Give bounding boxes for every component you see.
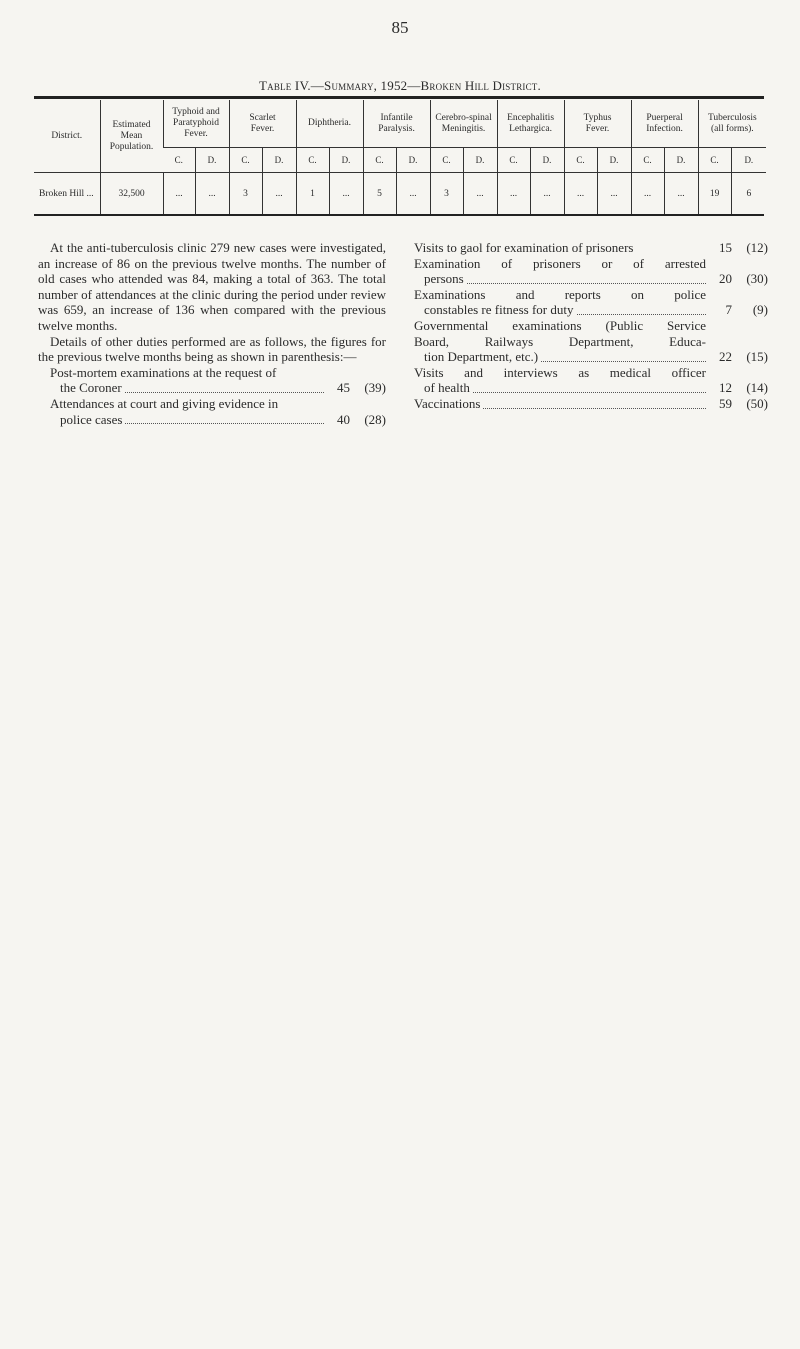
page-number: 85 xyxy=(391,18,409,37)
duty-label-text: of health xyxy=(424,380,473,395)
duty-count: 15 xyxy=(719,240,732,255)
disease-header: Scarlet Fever. xyxy=(229,100,296,148)
deaths-subheader: D. xyxy=(195,148,229,173)
duty-count: 12 xyxy=(719,380,732,396)
deaths-subheader: D. xyxy=(329,148,363,173)
table-cell: ... xyxy=(530,173,564,216)
right-duties-list xyxy=(414,240,768,412)
cases-subheader: C. xyxy=(564,148,597,173)
table-cell: ... xyxy=(396,173,430,216)
duty-entry xyxy=(38,412,386,428)
duty-label-text: police cases xyxy=(60,412,125,427)
duty-label xyxy=(424,302,706,318)
summary-table xyxy=(34,100,766,215)
duty-item-line: Governmental examinations (Public Service xyxy=(414,317,706,333)
duty-item xyxy=(38,396,386,427)
clinic-paragraph: At the anti-tuberculosis clinic 279 new cases were investigated, an increase of 86 on the previous twelve months. The number of old cases who attended was 84, making a total of 363. The total number of attendances at the clinic during the period under review was 659, an increase of 136 when compared with the previous twelve months. xyxy=(38,240,386,333)
duty-previous-count: (12) xyxy=(746,240,768,255)
duty-previous-count: (39) xyxy=(364,380,386,396)
duty-label-text: persons xyxy=(424,271,467,286)
duty-item-line: Visits and interviews as medical officer xyxy=(414,364,706,380)
duty-count: 7 xyxy=(725,302,732,318)
population-cell: 32,500 xyxy=(100,173,163,216)
left-column xyxy=(38,240,386,427)
duty-entry xyxy=(414,240,768,256)
table-cell: 5 xyxy=(363,173,396,216)
duty-count: 40 xyxy=(337,411,350,427)
table-title: Table IV.—Summary, 1952—Broken Hill District. xyxy=(259,78,541,93)
cases-subheader: C. xyxy=(698,148,731,173)
disease-header: Encephalitis Lethargica. xyxy=(497,100,564,148)
table-cell: ... xyxy=(163,173,195,216)
duty-label xyxy=(424,380,706,396)
duty-item xyxy=(414,287,768,318)
table-cell: ... xyxy=(497,173,530,216)
table-cell: 3 xyxy=(430,173,463,216)
duty-label-text: tion Department, etc.) xyxy=(424,349,541,364)
deaths-subheader: D. xyxy=(664,148,698,173)
table-cell: ... xyxy=(597,173,631,216)
duty-previous-count: (9) xyxy=(752,302,768,318)
deaths-subheader: D. xyxy=(463,148,497,173)
duty-label-text: constables re fitness for duty xyxy=(424,302,576,317)
duty-item xyxy=(414,240,768,256)
disease-header: Puerperal Infection. xyxy=(631,100,698,148)
duty-item xyxy=(414,318,768,365)
table-cell: ... xyxy=(195,173,229,216)
duty-item-line: Examination of prisoners or of arrested xyxy=(414,255,706,271)
deaths-subheader: D. xyxy=(530,148,564,173)
duty-previous-count: (30) xyxy=(746,271,768,287)
table-bottom-rule xyxy=(34,214,764,216)
duty-entry xyxy=(38,380,386,396)
disease-header: Infantile Paralysis. xyxy=(363,100,430,148)
duty-item-line: Examinations and reports on police xyxy=(414,286,706,302)
disease-header: Cerebro-spinal Meningitis. xyxy=(430,100,497,148)
disease-header: Tuberculosis (all forms). xyxy=(698,100,766,148)
deaths-subheader: D. xyxy=(597,148,631,173)
cases-subheader: C. xyxy=(229,148,262,173)
district-cell: Broken Hill ... xyxy=(34,173,100,216)
table-cell: 6 xyxy=(731,173,766,216)
deaths-subheader: D. xyxy=(731,148,766,173)
duties-paragraph: Details of other duties performed are as follows, the figures for the previous twelve months being as shown in parenthesis:— xyxy=(38,333,386,365)
duty-count: 59 xyxy=(719,395,732,411)
duty-previous-count: (14) xyxy=(746,380,768,396)
duty-item xyxy=(414,365,768,396)
duty-label: Visits to gaol for examination of prisoners xyxy=(414,240,634,255)
table-cell: ... xyxy=(631,173,664,216)
duty-label xyxy=(60,380,324,396)
cases-subheader: C. xyxy=(430,148,463,173)
duty-label-text: the Coroner xyxy=(60,380,125,395)
duty-previous-count: (50) xyxy=(746,395,768,411)
left-duties-list xyxy=(38,365,386,427)
table-cell: 1 xyxy=(296,173,329,216)
duty-entry xyxy=(414,396,768,412)
duty-label xyxy=(424,349,706,365)
duty-label xyxy=(60,412,324,428)
cases-subheader: C. xyxy=(631,148,664,173)
table-row xyxy=(34,173,766,216)
duty-previous-count: (28) xyxy=(364,411,386,427)
duty-item xyxy=(414,396,768,412)
duty-count: 45 xyxy=(337,380,350,396)
table-cell: ... xyxy=(463,173,497,216)
disease-header: Typhoid and Paratyphoid Fever. xyxy=(163,100,229,148)
cases-subheader: C. xyxy=(497,148,530,173)
cases-subheader: C. xyxy=(296,148,329,173)
disease-header: Diphtheria. xyxy=(296,100,363,148)
table-cell: ... xyxy=(664,173,698,216)
duty-label-text: Vaccinations xyxy=(414,396,483,411)
duty-count: 20 xyxy=(719,271,732,287)
duty-label xyxy=(414,396,706,412)
cases-subheader: C. xyxy=(163,148,195,173)
table-cell: ... xyxy=(329,173,363,216)
duty-entry xyxy=(414,349,768,365)
deaths-subheader: D. xyxy=(262,148,296,173)
duty-item-line: Board, Railways Department, Educa- xyxy=(414,333,706,349)
deaths-subheader: D. xyxy=(396,148,430,173)
header-row xyxy=(34,100,766,148)
table-top-rule xyxy=(34,96,764,99)
table-cell: ... xyxy=(564,173,597,216)
cases-subheader: C. xyxy=(363,148,396,173)
duty-item-first-line: Post-mortem examinations at the request of xyxy=(50,364,277,380)
duty-item-first-line: Attendances at court and giving evidence in xyxy=(50,395,279,411)
duty-item xyxy=(38,365,386,396)
duty-entry xyxy=(414,271,768,287)
table-cell: ... xyxy=(262,173,296,216)
duty-entry xyxy=(414,302,768,318)
table-cell: 3 xyxy=(229,173,262,216)
population-header: Estimated Mean Population. xyxy=(100,100,163,173)
district-header: District. xyxy=(51,130,83,141)
table-cell: 19 xyxy=(698,173,731,216)
disease-header: Typhus Fever. xyxy=(564,100,631,148)
duty-count: 22 xyxy=(719,349,732,365)
duty-label xyxy=(424,271,706,287)
duty-item xyxy=(414,256,768,287)
duty-entry xyxy=(414,380,768,396)
duty-previous-count: (15) xyxy=(746,349,768,365)
